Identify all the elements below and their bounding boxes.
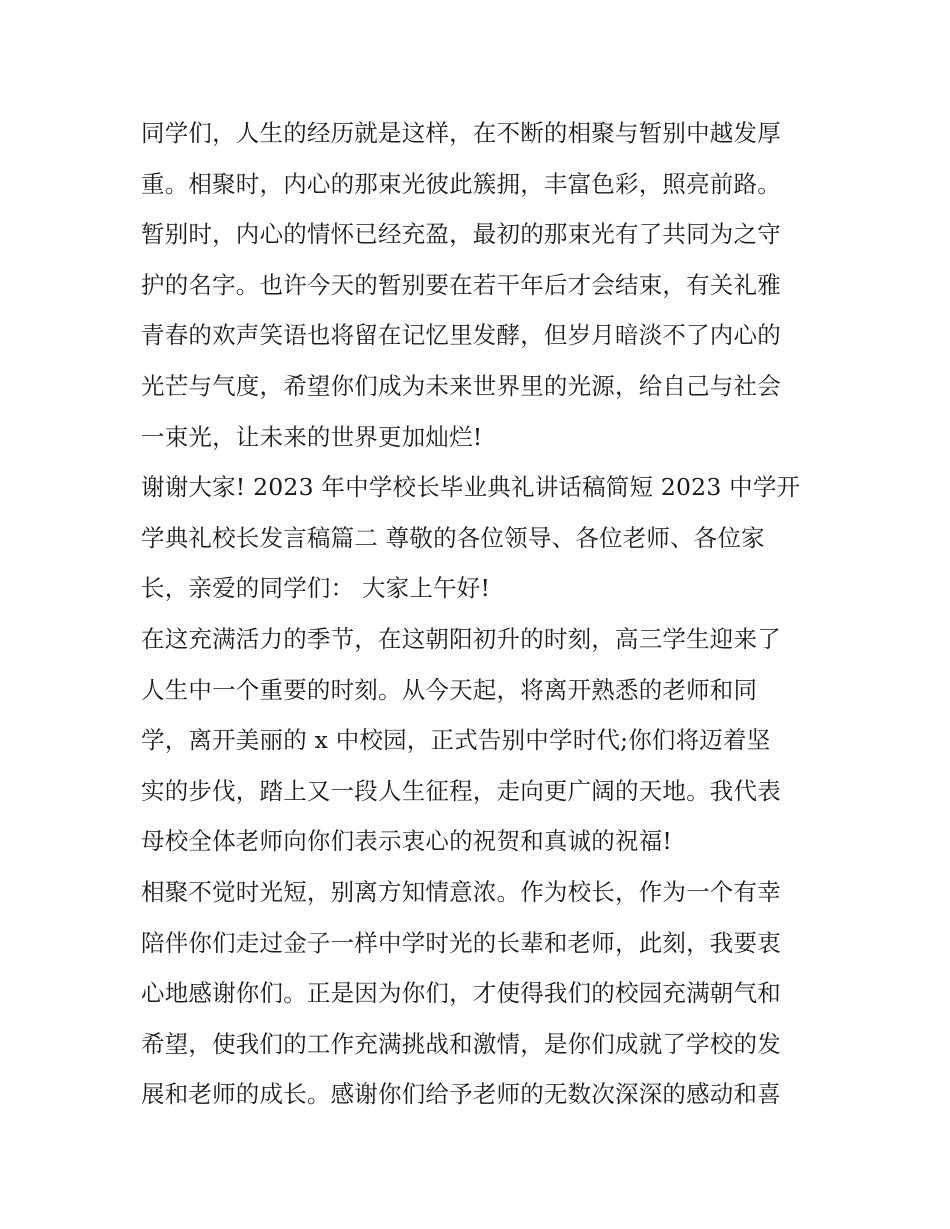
text-line: 心地感谢你们。正是因为你们，才使得我们的校园充满朝气和 bbox=[141, 979, 781, 1008]
text-line: 母校全体老师向你们表示衷心的祝贺和真诚的祝福! bbox=[141, 827, 673, 856]
text-line: 重。相聚时，内心的那束光彼此簇拥，丰富色彩，照亮前路。 bbox=[141, 169, 781, 198]
text-line: 陪伴你们走过金子一样中学时光的长辈和老师，此刻，我要衷 bbox=[141, 928, 781, 957]
text-line: 暂别时，内心的情怀已经充盈，最初的那束光有了共同为之守 bbox=[141, 220, 781, 249]
text-line: 展和老师的成长。感谢你们给予老师的无数次深深的感动和喜 bbox=[141, 1080, 781, 1109]
text-line: 在这充满活力的季节，在这朝阳初升的时刻，高三学生迎来了 bbox=[141, 624, 781, 653]
text-line: 人生中一个重要的时刻。从今天起，将离开熟悉的老师和同 bbox=[141, 675, 758, 704]
text-line: 谢谢大家! 2023 年中学校长毕业典礼讲话稿简短 2023 中学开 bbox=[141, 473, 801, 502]
text-line: 护的名字。也许今天的暂别要在若干年后才会结束，有关礼雅 bbox=[141, 270, 781, 299]
text-line: 学，离开美丽的 x 中校园，正式告别中学时代;你们将迈着坚 bbox=[141, 726, 771, 755]
text-line: 长，亲爱的同学们： 大家上午好! bbox=[141, 574, 491, 603]
text-line: 青春的欢声笑语也将留在记忆里发酵，但岁月暗淡不了内心的 bbox=[141, 321, 781, 350]
text-line: 相聚不觉时光短，别离方知情意浓。作为校长，作为一个有幸 bbox=[141, 877, 781, 906]
text-line: 光芒与气度，希望你们成为未来世界里的光源，给自己与社会 bbox=[141, 371, 781, 400]
text-line: 一束光，让未来的世界更加灿烂! bbox=[141, 422, 483, 451]
text-line: 实的步伐，踏上又一段人生征程，走向更广阔的天地。我代表 bbox=[141, 776, 781, 805]
text-line: 学典礼校长发言稿篇二 尊敬的各位领导、各位老师、各位家 bbox=[141, 523, 765, 552]
text-line: 同学们，人生的经历就是这样，在不断的相聚与暂别中越发厚 bbox=[141, 119, 781, 147]
text-line: 希望，使我们的工作充满挑战和激情，是你们成就了学校的发 bbox=[141, 1029, 781, 1058]
body-text bbox=[141, 108, 821, 1120]
